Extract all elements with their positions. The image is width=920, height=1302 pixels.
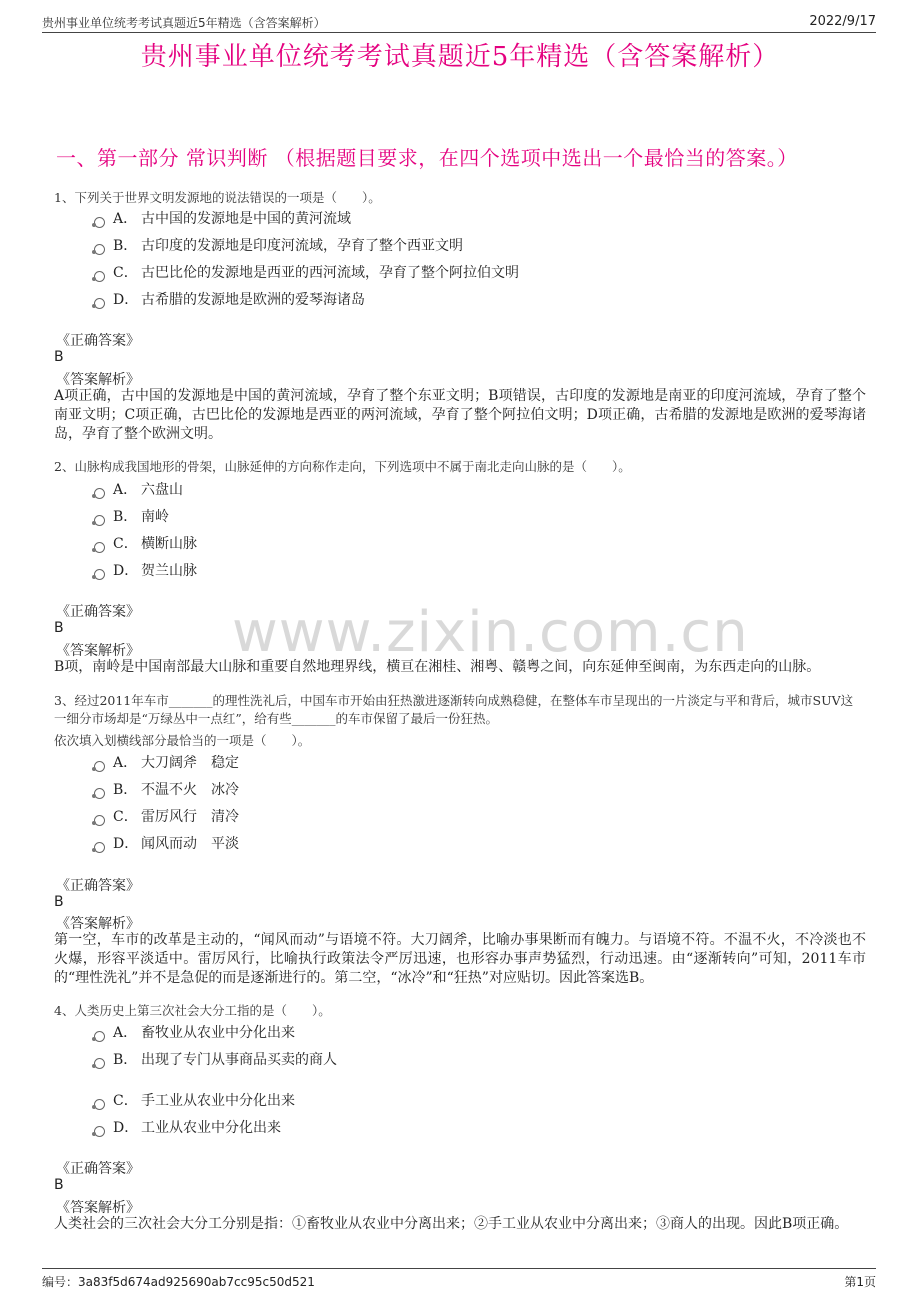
question-3-option-d[interactable] — [94, 833, 239, 853]
question-2-option-d[interactable] — [94, 560, 197, 580]
correct-answer-label: 《正确答案》 — [56, 333, 140, 349]
question-1-option-d[interactable] — [94, 289, 365, 309]
option-letter: B． — [113, 782, 138, 798]
question-1-explanation: A项正确，古中国的发源地是中国的黄河流域，孕育了整个东亚文明；B项错误，古印度的发源地是南亚的印度河流域，孕育了整个南亚文明；C项正确，古巴比伦的发源地是西亚的两河流域，孕育了整个阿拉伯文明；D项正确，古希腊的发源地是欧洲的爱琴海诸岛，孕育了整个欧洲文明。 — [54, 388, 866, 442]
radio-icon[interactable] — [94, 1099, 105, 1110]
radio-icon[interactable] — [94, 515, 105, 526]
radio-icon[interactable] — [94, 1126, 105, 1137]
radio-icon[interactable] — [94, 217, 105, 228]
option-text: 工业从农业中分化出来 — [141, 1120, 281, 1136]
question-4-option-d[interactable] — [94, 1117, 281, 1137]
radio-icon[interactable] — [94, 842, 105, 853]
question-2-answer: B — [54, 620, 64, 636]
option-text: 古印度的发源地是印度河流域，孕育了整个西亚文明 — [141, 238, 463, 254]
header-date: 2022/9/17 — [809, 14, 876, 29]
radio-icon[interactable] — [94, 788, 105, 799]
question-2-explanation: B项，南岭是中国南部最大山脉和重要自然地理界线，横亘在湘桂、湘粤、赣粤之间，向东延伸至闽南，为东西走向的山脉。 — [54, 659, 821, 675]
question-1-text: 1、下列关于世界文明发源地的说法错误的一项是（ ）。 — [54, 190, 381, 205]
section-title: 一、第一部分 常识判断 （根据题目要求，在四个选项中选出一个最恰当的答案。） — [56, 146, 798, 170]
analysis-label: 《答案解析》 — [56, 916, 140, 932]
option-text: 古巴比伦的发源地是西亚的西河流域，孕育了整个阿拉伯文明 — [141, 265, 519, 281]
option-text: 不温不火 冰冷 — [141, 782, 239, 798]
question-2-option-a[interactable] — [94, 479, 183, 499]
question-2-option-b[interactable] — [94, 506, 169, 526]
question-4-explanation: 人类社会的三次社会大分工分别是指：①畜牧业从农业中分离出来；②手工业从农业中分离出来；③商人的出现。因此B项正确。 — [54, 1216, 849, 1232]
question-2-text: 2、山脉构成我国地形的骨架，山脉延伸的方向称作走向，下列选项中不属于南北走向山脉的是（ ）。 — [54, 459, 631, 474]
option-text: 南岭 — [141, 509, 169, 525]
analysis-label: 《答案解析》 — [56, 1200, 140, 1216]
option-letter: B． — [113, 509, 138, 525]
option-text: 出现了专门从事商品买卖的商人 — [141, 1052, 337, 1068]
radio-icon[interactable] — [94, 271, 105, 282]
option-letter: D． — [113, 292, 139, 308]
radio-icon[interactable] — [94, 542, 105, 553]
option-letter: A． — [113, 1025, 138, 1041]
option-letter: B． — [113, 1052, 138, 1068]
document-title: 贵州事业单位统考考试真题近5年精选（含答案解析） — [140, 42, 780, 72]
option-text: 贺兰山脉 — [141, 563, 197, 579]
page-header — [42, 10, 876, 33]
question-4-text: 4、人类历史上第三次社会大分工指的是（ ）。 — [54, 1003, 331, 1018]
radio-icon[interactable] — [94, 815, 105, 826]
option-letter: B． — [113, 238, 138, 254]
question-3-option-a[interactable] — [94, 752, 239, 772]
question-3-option-b[interactable] — [94, 779, 239, 799]
analysis-label: 《答案解析》 — [56, 643, 140, 659]
option-letter: D． — [113, 563, 139, 579]
radio-icon[interactable] — [94, 761, 105, 772]
footer-code: 编号：3a83f5d674ad925690ab7cc95c50d521 — [42, 1275, 315, 1289]
question-1-option-c[interactable] — [94, 262, 519, 282]
header-doc-name: 贵州事业单位统考考试真题近5年精选（含答案解析） — [42, 16, 326, 30]
radio-icon[interactable] — [94, 1031, 105, 1042]
option-text: 手工业从农业中分化出来 — [141, 1093, 295, 1109]
option-text: 大刀阔斧 稳定 — [141, 755, 239, 771]
option-text: 六盘山 — [141, 482, 183, 498]
analysis-label: 《答案解析》 — [56, 372, 140, 388]
question-3-option-c[interactable] — [94, 806, 239, 826]
radio-icon[interactable] — [94, 244, 105, 255]
option-letter: D． — [113, 1120, 139, 1136]
question-4-option-a[interactable] — [94, 1022, 295, 1042]
question-3-explanation: 第一空，车市的改革是主动的，“闻风而动”与语境不符。大刀阔斧，比喻办事果断而有魄力。与语境不符。不温不火，不冷淡也不火爆，形容平淡适中。雷厉风行，比喻执行政策法令严厉迅速，也形容办事声势猛烈，行动迅速。由“逐渐转向”可知，2011车市的“理性洗礼”并不是急促的而是逐渐进行的。第二空，“冰冷”和“狂热”对应贴切。因此答案选B。 — [54, 932, 866, 986]
question-1-answer: B — [54, 349, 64, 365]
question-4-answer: B — [54, 1177, 64, 1193]
option-text: 畜牧业从农业中分化出来 — [141, 1025, 295, 1041]
option-text: 横断山脉 — [141, 536, 197, 552]
option-text: 雷厉风行 清冷 — [141, 809, 239, 825]
question-3-answer: B — [54, 894, 64, 910]
option-letter: C． — [113, 1093, 138, 1109]
question-2-option-c[interactable] — [94, 533, 197, 553]
question-4-option-b[interactable] — [94, 1049, 337, 1069]
option-letter: D． — [113, 836, 139, 852]
radio-icon[interactable] — [94, 569, 105, 580]
page-footer — [42, 1268, 876, 1295]
correct-answer-label: 《正确答案》 — [56, 878, 140, 894]
watermark: www.zixin.com.cn — [232, 600, 749, 665]
option-letter: A． — [113, 482, 138, 498]
question-1-option-b[interactable] — [94, 235, 463, 255]
question-1-option-a[interactable] — [94, 208, 351, 228]
option-letter: C． — [113, 809, 138, 825]
option-letter: C． — [113, 536, 138, 552]
question-4-option-c[interactable] — [94, 1090, 295, 1110]
radio-icon[interactable] — [94, 488, 105, 499]
correct-answer-label: 《正确答案》 — [56, 1161, 140, 1177]
radio-icon[interactable] — [94, 298, 105, 309]
question-3-text: 3、经过2011年车市_______的理性洗礼后，中国车市开始由狂热激进逐渐转向成熟稳健，在整体车市呈现出的一片淡定与平和背后，城市SUV这一细分市场却是“万绿丛中一点红”，给有些_______的车市保留了最后一份狂热。 — [54, 693, 854, 726]
option-text: 古中国的发源地是中国的黄河流域 — [141, 211, 351, 227]
question-3-instruction: 依次填入划横线部分最恰当的一项是（ ）。 — [54, 733, 311, 748]
option-letter: C． — [113, 265, 138, 281]
option-letter: A． — [113, 755, 138, 771]
option-letter: A． — [113, 211, 138, 227]
footer-page-number: 第1页 — [844, 1275, 876, 1289]
option-text: 古希腊的发源地是欧洲的爱琴海诸岛 — [141, 292, 365, 308]
correct-answer-label: 《正确答案》 — [56, 604, 140, 620]
option-text: 闻风而动 平淡 — [141, 836, 239, 852]
radio-icon[interactable] — [94, 1058, 105, 1069]
